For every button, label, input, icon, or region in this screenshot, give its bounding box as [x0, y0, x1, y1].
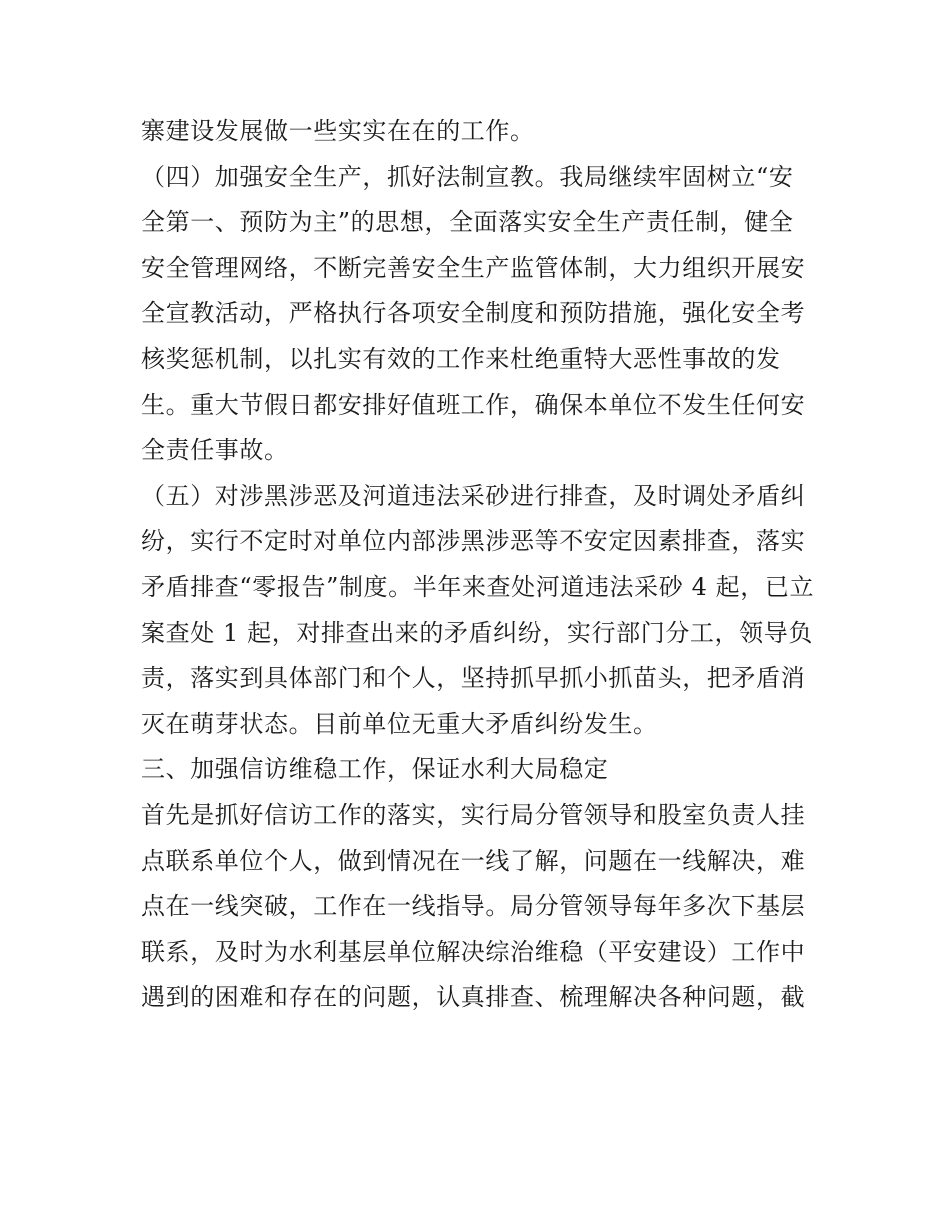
text-line: 点在一线突破，工作在一线指导。局分管领导每年多次下基层	[141, 892, 806, 921]
text-line: 纷，实行不定时对单位内部涉黑涉恶等不安定因素排查，落实	[141, 527, 806, 556]
text-line: 寨建设发展做一些实实在在的工作。	[141, 117, 535, 145]
text-line: （四）加强安全生产，抓好法制宣教。我局继续牢固树立“安	[141, 162, 794, 191]
text-line: 全宣教活动，严格执行各项安全制度和预防措施，强化安全考	[141, 299, 806, 328]
text-line: 灭在萌芽状态。目前单位无重大矛盾纠纷发生。	[141, 709, 658, 738]
text-line: （五）对涉黑涉恶及河道违法采砂进行排查，及时调处矛盾纠	[141, 481, 806, 510]
text-line: 首先是抓好信访工作的落实，实行局分管领导和股室负责人挂	[141, 800, 806, 829]
text-line: 联系，及时为水利基层单位解决综治维稳（平安建设）工作中	[141, 937, 806, 966]
text-line: 案查处 1 起，对排查出来的矛盾纠纷，实行部门分工，领导负	[141, 618, 813, 647]
text-line: 核奖惩机制，以扎实有效的工作来杜绝重特大恶性事故的发	[141, 344, 781, 373]
text-line: 点联系单位个人，做到情况在一线了解，问题在一线解决，难	[141, 846, 806, 875]
text-line: 全第一、预防为主”的思想，全面落实安全生产责任制，健全	[141, 208, 794, 237]
text-line: 安全管理网络，不断完善安全生产监管体制，大力组织开展安	[141, 253, 806, 282]
text-line: 生。重大节假日都安排好值班工作，确保本单位不发生任何安	[141, 390, 806, 419]
text-line: 遇到的困难和存在的问题，认真排查、梳理解决各种问题，截	[141, 983, 806, 1012]
document-body	[141, 109, 821, 1021]
section-heading: 三、加强信访维稳工作，保证水利大局稳定	[141, 755, 609, 784]
text-line: 责，落实到具体部门和个人，坚持抓早抓小抓苗头，把矛盾消	[141, 664, 806, 693]
text-line: 矛盾排查“零报告”制度。半年来查处河道违法采砂 4 起，已立	[141, 572, 815, 601]
text-line: 全责任事故。	[141, 436, 289, 465]
